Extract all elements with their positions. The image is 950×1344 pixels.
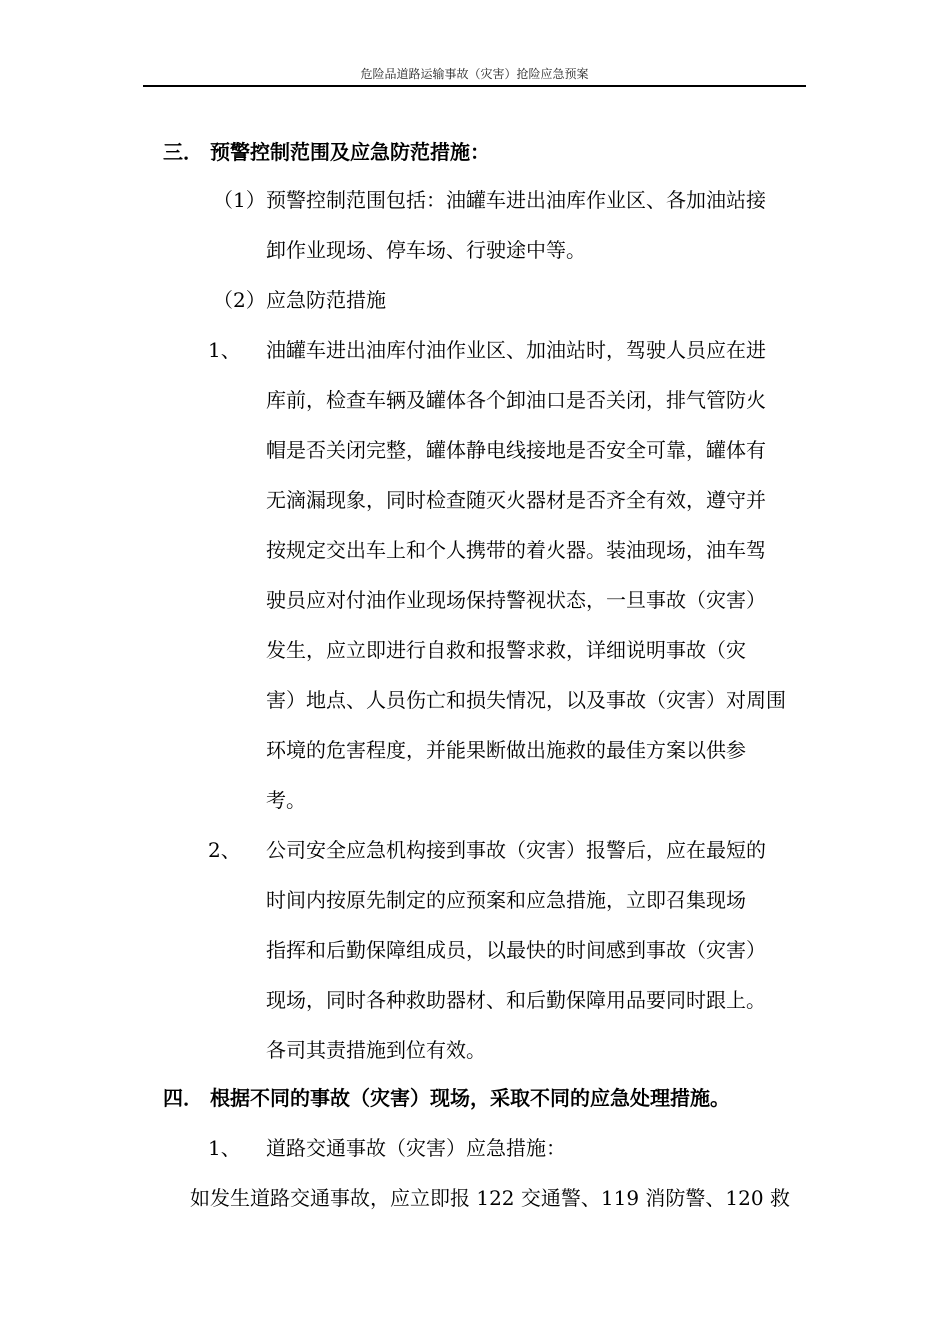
sub-2-line: 各司其责措施到位有效。	[266, 1038, 486, 1062]
section-4-paragraph-line: 如发生道路交通事故，应立即报 122 交通警、119 消防警、120 救	[190, 1186, 790, 1210]
sub-2-line: 现场，同时各种救助器材、和后勤保障用品要同时跟上。	[266, 988, 766, 1012]
header-title: 危险品道路运输事故（灾害）抢险应急预案	[360, 67, 589, 81]
sub-1-line: 害）地点、人员伤亡和损失情况，以及事故（灾害）对周围	[266, 688, 786, 712]
sub-1-line: 驶员应对付油作业现场保持警视状态，一旦事故（灾害）	[266, 588, 766, 612]
item-1-label: （1）	[213, 188, 266, 212]
sub-2-number: 2、	[208, 838, 241, 862]
item-1-line-1: 预警控制范围包括：油罐车进出油库作业区、各加油站接	[266, 188, 766, 212]
header-divider	[143, 85, 806, 87]
sub-1-line: 库前，检查车辆及罐体各个卸油口是否关闭，排气管防火	[266, 388, 766, 412]
section-4-sub-1-text: 道路交通事故（灾害）应急措施：	[266, 1136, 566, 1160]
item-1-line-2: 卸作业现场、停车场、行驶途中等。	[266, 238, 586, 262]
sub-1-line: 按规定交出车上和个人携带的着火器。装油现场，油车驾	[266, 538, 766, 562]
section-3-heading: 三． 预警控制范围及应急防范措施：	[163, 140, 490, 164]
item-2-text: 应急防范措施	[266, 288, 386, 312]
sub-1-line: 帽是否关闭完整，罐体静电线接地是否安全可靠，罐体有	[266, 438, 766, 462]
sub-1-line: 发生，应立即进行自救和报警求救，详细说明事故（灾	[266, 638, 746, 662]
section-4-heading: 四． 根据不同的事故（灾害）现场，采取不同的应急处理措施。	[163, 1086, 730, 1110]
sub-1-line: 环境的危害程度，并能果断做出施救的最佳方案以供参	[266, 738, 746, 762]
sub-2-line: 公司安全应急机构接到事故（灾害）报警后，应在最短的	[266, 838, 766, 862]
sub-1-line: 油罐车进出油库付油作业区、加油站时，驾驶人员应在进	[266, 338, 766, 362]
sub-1-number: 1、	[208, 338, 241, 362]
item-2-label: （2）	[213, 288, 266, 312]
sub-2-line: 时间内按原先制定的应预案和应急措施，立即召集现场	[266, 888, 746, 912]
sub-1-line: 无滴漏现象，同时检查随灭火器材是否齐全有效，遵守并	[266, 488, 766, 512]
sub-2-line: 指挥和后勤保障组成员，以最快的时间感到事故（灾害）	[266, 938, 766, 962]
section-4-sub-1-number: 1、	[208, 1136, 241, 1160]
sub-1-line: 考。	[266, 788, 306, 812]
